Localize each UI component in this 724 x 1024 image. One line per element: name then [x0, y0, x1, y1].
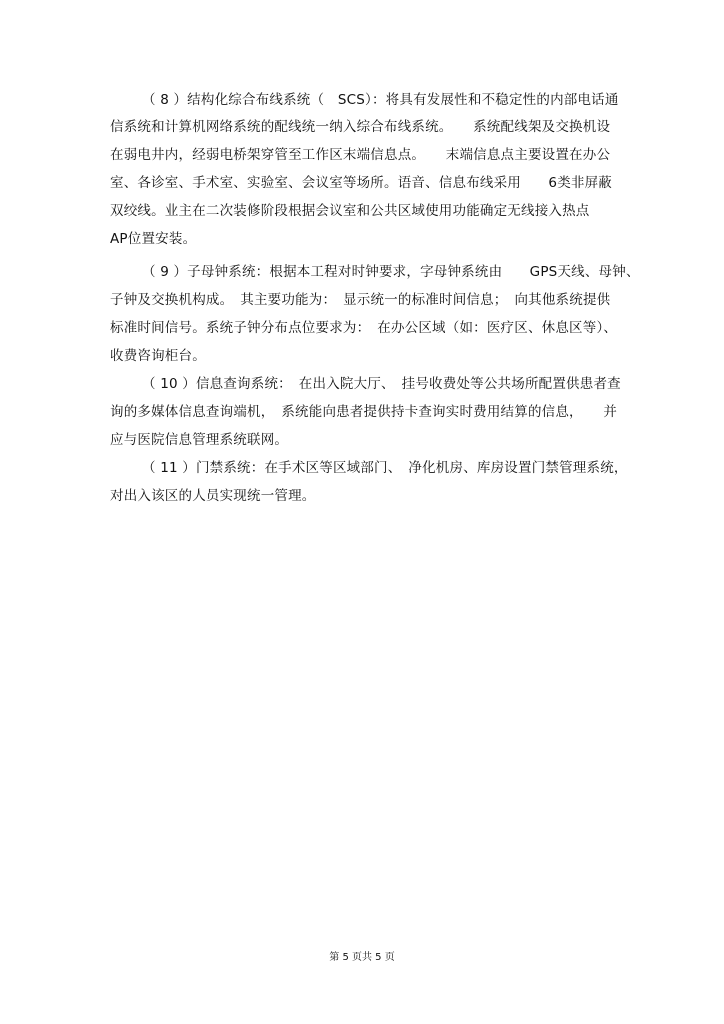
page-number-footer: 第 5 页共 5 页 — [329, 952, 395, 963]
paragraph-11-line-1: （ 11 ）门禁系统：在手术区等区域部门、 净化机房、库房设置门禁管理系统， — [142, 460, 628, 476]
paragraph-11-line-2: 对出入该区的人员实现统一管理。 — [110, 488, 316, 504]
paragraph-8-line-2: 信系统和计算机网络系统的配线统一纳入综合布线系统。 系统配线架及交换机设 — [110, 119, 611, 135]
paragraph-10-line-2: 询的多媒体信息查询端机， 系统能向患者提供持卡查询实时费用结算的信息， 并 — [110, 404, 618, 420]
paragraph-8-line-5: 双绞线。业主在二次装修阶段根据会议室和公共区域使用功能确定无线接入热点 — [110, 203, 590, 219]
paragraph-8-line-6: AP位置安装。 — [110, 231, 197, 247]
paragraph-8-line-1: （ 8 ）结构化综合布线系统（ SCS）：将具有发展性和不稳定性的内部电话通 — [142, 92, 619, 108]
paragraph-9-line-1: （ 9 ）子母钟系统：根据本工程对时钟要求，字母钟系统由 GPS天线、母钟、 — [142, 264, 640, 280]
paragraph-9-line-4: 收费咨询柜台。 — [110, 348, 206, 364]
paragraph-10-line-1: （ 10 ）信息查询系统： 在出入院大厅、 挂号收费处等公共场所配置供患者查 — [142, 376, 621, 392]
paragraph-9-line-3: 标准时间信号。系统子钟分布点位要求为： 在办公区域（如：医疗区、休息区等）、 — [110, 320, 618, 336]
paragraph-10-line-3: 应与医院信息管理系统联网。 — [110, 432, 289, 448]
paragraph-9-line-2: 子钟及交换机构成。 其主要功能为： 显示统一的标准时间信息； 向其他系统提供 — [110, 292, 611, 308]
paragraph-8-line-4: 室、各诊室、手术室、实验室、会议室等场所。语音、信息布线采用 6类非屏蔽 — [110, 175, 612, 191]
paragraph-8-line-3: 在弱电井内，经弱电桥架穿管至工作区末端信息点。 末端信息点主要设置在办公 — [110, 147, 611, 163]
